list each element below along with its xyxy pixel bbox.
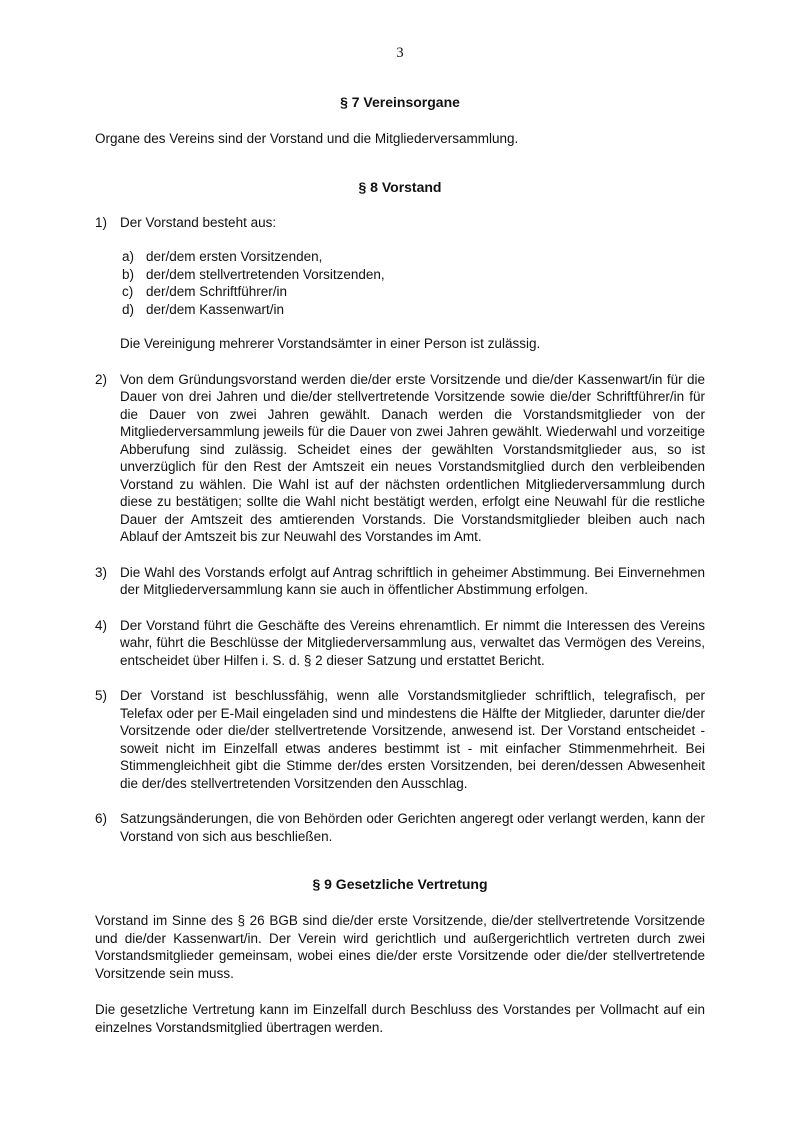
list-item-marker: 4) <box>95 617 108 633</box>
page-number: 3 <box>396 45 404 61</box>
list-item-6 <box>95 810 705 845</box>
list-item-5 <box>95 687 705 792</box>
list-item-body <box>120 371 705 546</box>
list-item-text: Der Vorstand führt die Geschäfte des Vereins ehrenamtlich. Er nimmt die Interessen des Vereins wahr, führt die Beschlüsse der Mitgliederversammlung aus, verwaltet das Vermögen des Vereins, entscheidet über Hilfen i. S. d. § 2 dieser Satzung und erstattet Bericht. <box>120 617 705 668</box>
section-9-paragraph-2: Die gesetzliche Vertretung kann im Einzelfall durch Beschluss des Vorstandes per Vollmacht auf ein einzelnes Vorstandsmitglied übertragen werden. <box>95 1002 705 1035</box>
list-item-1 <box>95 214 705 353</box>
sub-item-marker: c) <box>122 284 134 299</box>
list-item-marker: 6) <box>95 811 108 826</box>
list-item-marker: 3) <box>95 564 108 580</box>
list-item-2 <box>95 371 705 546</box>
list-item-body <box>120 564 705 599</box>
sub-list <box>122 248 705 318</box>
list-item-body <box>120 810 705 845</box>
section-heading-9: § 9 Gesetzliche Vertretung <box>312 876 488 892</box>
sub-list-item-d <box>122 301 705 319</box>
section-heading-8: § 8 Vorstand <box>358 178 442 195</box>
sub-list-item-b <box>122 266 705 284</box>
list-item-4 <box>95 617 705 670</box>
section-heading-7: § 7 Vereinsorgane <box>340 94 460 110</box>
sub-list-item-a <box>122 248 705 266</box>
list-item-marker: 1) <box>95 214 108 230</box>
sub-item-text: der/dem ersten Vorsitzenden, <box>146 249 323 264</box>
sub-item-text: der/dem Kassenwart/in <box>146 301 285 317</box>
sub-item-text: der/dem Schriftführer/in <box>146 284 288 299</box>
section-8-list <box>95 214 705 846</box>
sub-item-text: der/dem stellvertretenden Vorsitzenden, <box>146 266 385 282</box>
sub-item-marker: d) <box>122 301 135 317</box>
list-item-text: Der Vorstand ist beschlussfähig, wenn alle Vorstandsmitglieder schriftlich, telegrafisch, per Telefax oder per E-Mail eingeladen sind und mindestens die Hälfte der Mitglieder, darunter die/der Vorsitzende oder die/der stellvertretende Vorsitzende, anwesend ist. Der Vorstand entscheidet - soweit nicht im Einzelfall etwas anderes bestimmt ist - mit einfacher Stimmenmehrheit. Bei Stimmengleichheit gibt die Stimme der/des ersten Vorsitzenden, bei deren/dessen Abwesenheit die der/des stellvertretenden Vorsitzenden den Ausschlag. <box>120 688 705 791</box>
section-9-paragraph-1: Vorstand im Sinne des § 26 BGB sind die/der erste Vorsitzende, die/der stellvertretende Vorsitzende und die/der Kassenwart/in. Der Verein wird gerichtlich und außergerichtlich vertreten durch zwei Vorstandsmitglieder gemeinsam, wobei eines die/der erste Vorsitzende oder die/der stellvertretende Vorsitzende sein muss. <box>95 913 705 981</box>
list-item-text: Satzungsänderungen, die von Behörden oder Gerichten angeregt oder verlangt werden, kann der Vorstand von sich aus beschließen. <box>120 811 705 844</box>
sub-list-item-c <box>122 283 705 301</box>
list-item-text: Die Wahl des Vorstands erfolgt auf Antrag schriftlich in geheimer Abstimmung. Bei Einvernehmen der Mitgliederversammlung kann sie auch in öffentlicher Abstimmung erfolgen. <box>120 564 705 597</box>
list-item-body <box>120 214 705 353</box>
sub-item-marker: b) <box>122 266 135 282</box>
list-item-3 <box>95 564 705 599</box>
list-item-marker: 2) <box>95 371 108 387</box>
list-item-text: Der Vorstand besteht aus: <box>120 214 277 230</box>
list-item-text: Von dem Gründungsvorstand werden die/der erste Vorsitzende und die/der Kassenwart/in für die Dauer von drei Jahren und die/der stellvertretende Vorsitzende sowie die/der Schriftführer/in für die Dauer von zwei Jahren gewählt. Danach werden die Vorstandsmitglieder von der Mitgliederversammlung jeweils für die Dauer von zwei Jahren gewählt. Wiederwahl und vorzeitige Abberufung sind zulässig. Scheidet eines der gewählten Vorstandsmitglieder aus, so ist unverzüglich für den Rest der Amtszeit ein neues Vorstandsmitglied durch den verbleibenden Vorstand zu wählen. Die Wahl ist auf der nächsten ordentlichen Mitgliederversammlung durch diese zu bestätigen; sollte die Wahl nicht bestätigt werden, erfolgt eine Neuwahl für die restliche Dauer der Amtszeit des amtierenden Vorstands. Die Vorstandsmitglieder bleiben auch nach Ablauf der Amtszeit bis zur Neuwahl des Vorstandes im Amt. <box>120 371 705 544</box>
list-item-note: Die Vereinigung mehrerer Vorstandsämter in einer Person ist zulässig. <box>120 336 541 351</box>
list-item-body <box>120 617 705 670</box>
section-7-paragraph: Organe des Vereins sind der Vorstand und die Mitgliederversammlung. <box>95 131 519 146</box>
list-item-body <box>120 687 705 792</box>
list-item-marker: 5) <box>95 688 108 703</box>
sub-item-marker: a) <box>122 249 135 264</box>
